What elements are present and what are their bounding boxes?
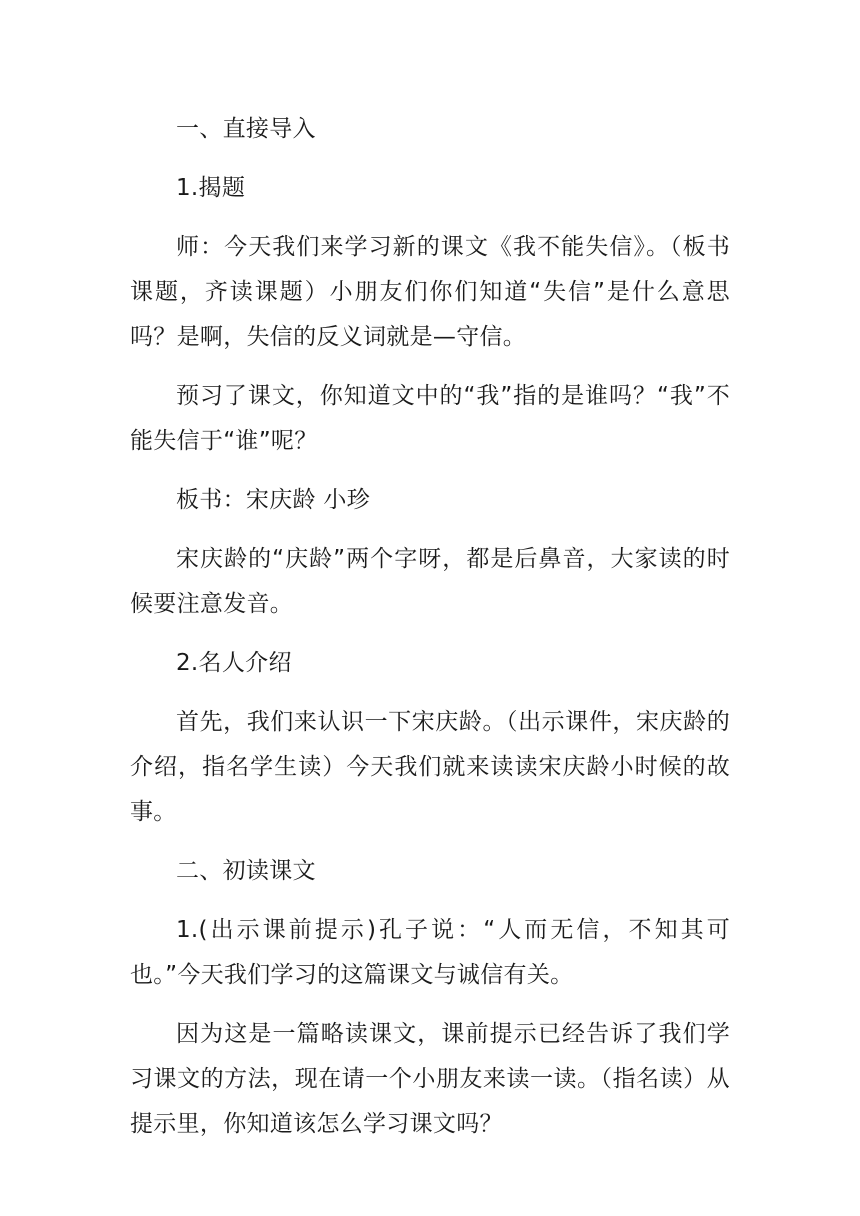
section-heading-first-reading: 二、初读课文 bbox=[176, 858, 316, 884]
paragraph-teacher-intro: 师：今天我们来学习新的课文《我不能失信》。（板书课题，齐读课题）小朋友们你们知道“失信”是什么意思吗？是啊，失信的反义词就是—守信。 bbox=[130, 234, 730, 350]
document-body bbox=[130, 107, 730, 1147]
paragraph-confucius-quote: 1.(出示课前提示)孔子说：“人而无信，不知其可也。”今天我们学习的这篇课文与诚信有关。 bbox=[130, 917, 730, 988]
subheading-celebrity-intro: 2.名人介绍 bbox=[176, 650, 292, 676]
paragraph-pronunciation: 宋庆龄的“庆龄”两个字呀，都是后鼻音，大家读的时候要注意发音。 bbox=[130, 546, 730, 617]
paragraph-preview-question: 预习了课文，你知道文中的“我”指的是谁吗？“我”不能失信于“谁”呢？ bbox=[130, 383, 730, 454]
subheading-reveal-title: 1.揭题 bbox=[176, 175, 246, 201]
paragraph-reading-method: 因为这是一篇略读课文，课前提示已经告诉了我们学习课文的方法，现在请一个小朋友来读一读。（指名读）从提示里，你知道该怎么学习课文吗？ bbox=[130, 1021, 730, 1137]
section-heading-direct-intro: 一、直接导入 bbox=[176, 116, 316, 142]
paragraph-board-writing: 板书：宋庆龄 小珍 bbox=[176, 487, 371, 513]
paragraph-meet-song: 首先，我们来认识一下宋庆龄。（出示课件，宋庆龄的介绍，指名学生读）今天我们就来读读宋庆龄小时候的故事。 bbox=[130, 709, 730, 825]
